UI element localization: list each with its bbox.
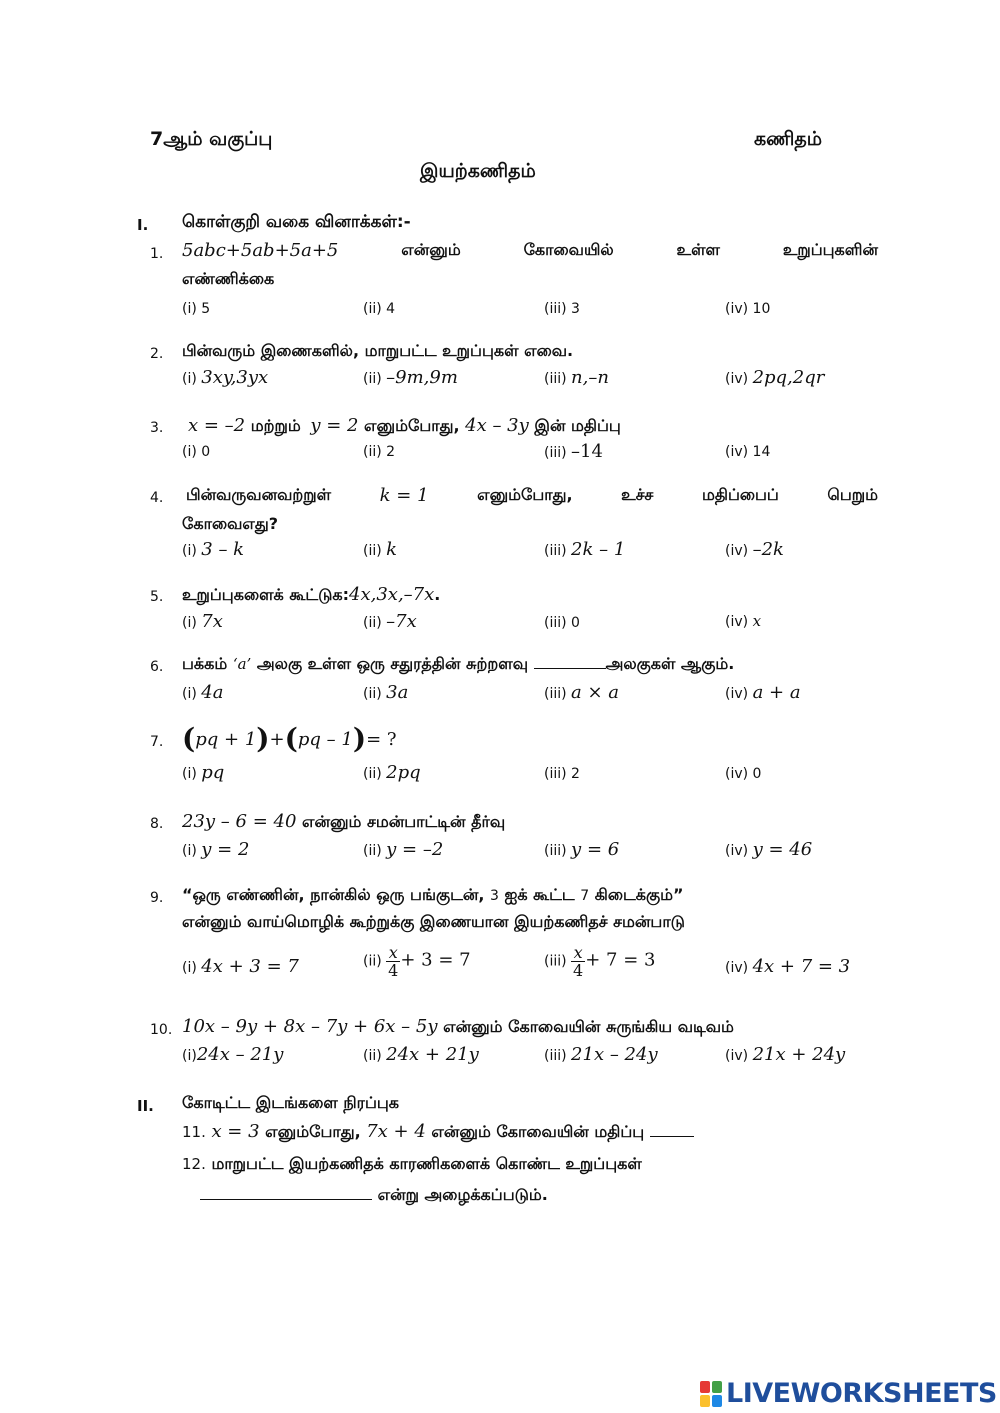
- option-label: (iii): [544, 843, 567, 859]
- option-label: (i): [182, 1048, 197, 1064]
- question-number: 10.: [150, 1022, 173, 1038]
- option-label: (i): [182, 843, 197, 859]
- question-number: 1.: [150, 246, 164, 262]
- question-expression: 4x,3x,–7x: [349, 584, 435, 605]
- option-expression: 4x + 3 = 7: [201, 956, 299, 977]
- question-word: .: [434, 585, 441, 604]
- option-text: (ii) 2: [363, 444, 396, 460]
- option-text: (i) 0: [182, 444, 211, 460]
- option-label: (iv): [725, 1048, 749, 1064]
- question-text: [182, 584, 440, 606]
- question-expression: = ?: [366, 729, 397, 750]
- question-word: கோவையில்: [523, 240, 614, 259]
- option-label: (iv): [725, 614, 749, 630]
- question-number: 11.: [182, 1123, 206, 1141]
- option-label: (i): [182, 960, 197, 976]
- option-text: (ii) 4: [363, 301, 396, 317]
- option-expression: 24x – 21y: [196, 1044, 284, 1065]
- option-label: (iv): [725, 843, 749, 859]
- question-number: 5.: [150, 589, 164, 605]
- question-expression: 5abc+5ab+5a+5: [182, 240, 339, 261]
- question-word: என்னும் கோவையின் சுருங்கிய வடிவம்: [443, 1017, 734, 1036]
- option-text: (iv) 14: [725, 444, 771, 460]
- question-text: [182, 1121, 694, 1143]
- option-expression: y = 6: [571, 839, 620, 860]
- option-expression: 21x – 24y: [571, 1044, 658, 1065]
- option-expression: n,–n: [571, 367, 609, 388]
- logo-text: LIVEWORKSHEETS: [726, 1378, 997, 1409]
- option-text: [544, 539, 625, 560]
- option-text: [363, 682, 408, 703]
- page-title: இயற்கணிதம்: [420, 160, 536, 182]
- option-text: [363, 762, 421, 783]
- option-text: [182, 839, 249, 860]
- option-expression: + 3 = 7: [400, 949, 471, 971]
- question-expression: 10x – 9y + 8x – 7y + 6x – 5y: [182, 1016, 438, 1037]
- question-word: எனும்போது,: [265, 1122, 361, 1141]
- option-text: [363, 1044, 479, 1065]
- paren-right: ): [256, 722, 270, 755]
- option-label: (ii): [363, 615, 382, 631]
- question-word: கிடைக்கும்”: [594, 885, 684, 904]
- answer-blank[interactable]: [534, 668, 606, 669]
- option-text: [544, 367, 609, 388]
- option-expression: a × a: [571, 682, 620, 703]
- option-text: [182, 611, 223, 632]
- question-expression: x = –2: [188, 415, 246, 436]
- question-expression: 4x – 3y: [465, 415, 529, 436]
- option-text: [725, 682, 801, 703]
- subject-label: கணிதம்: [754, 128, 823, 150]
- option-label: (iii): [544, 543, 567, 559]
- option-expression: 21x + 24y: [752, 1044, 846, 1065]
- question-text: [186, 485, 878, 506]
- question-word: பின்வருவனவற்றுள்: [186, 485, 332, 504]
- option-label: (i): [182, 615, 197, 631]
- question-expression: x = 3: [211, 1121, 260, 1142]
- liveworksheets-logo: [700, 1378, 997, 1409]
- option-expression: 24x + 21y: [386, 1044, 479, 1065]
- option-label: (iv): [725, 543, 749, 559]
- option-text: (iii) 3: [544, 301, 580, 317]
- option-label: (ii): [363, 843, 382, 859]
- fraction: [386, 944, 400, 979]
- question-word: உறுப்புகளின்: [782, 240, 878, 259]
- answer-blank[interactable]: [650, 1136, 694, 1137]
- question-word: உச்ச: [621, 485, 654, 504]
- section-number: I.: [137, 216, 149, 234]
- option-text: (iii) 2: [544, 766, 580, 782]
- question-word: உள்ள: [676, 240, 720, 259]
- option-text: (iv) 10: [725, 301, 771, 317]
- option-label: (ii): [363, 686, 382, 702]
- option-text: [182, 682, 223, 703]
- question-expression: pq – 1: [297, 729, 353, 750]
- option-expression: –9m,9m: [386, 367, 458, 388]
- paren-left: (: [182, 722, 196, 755]
- option-expression: y = –2: [386, 839, 444, 860]
- question-word: மதிப்பைப்: [701, 485, 779, 504]
- paren-left: (: [284, 722, 298, 755]
- option-text: [725, 367, 824, 388]
- question-expression: 7x + 4: [366, 1121, 426, 1142]
- question-word: உறுப்புகளைக் கூட்டுக:: [182, 585, 350, 604]
- option-text: [363, 611, 417, 632]
- question-word: என்னும் சமன்பாட்டின் தீர்வு: [301, 812, 506, 831]
- question-number: 4.: [150, 490, 164, 506]
- question-word: என்னும்: [401, 240, 461, 259]
- fraction: [571, 944, 585, 979]
- section-title: கோடிட்ட இடங்களை நிரப்புக: [182, 1093, 399, 1112]
- option-text: [544, 839, 619, 860]
- option-expression: y = 2: [201, 839, 250, 860]
- question-word: பக்கம்: [182, 654, 228, 673]
- class-label: 7ஆம் வகுப்பு: [150, 128, 273, 150]
- option-text: [725, 1044, 845, 1065]
- question-text-line2: எண்ணிக்கை: [182, 269, 275, 288]
- option-text: [725, 612, 761, 630]
- option-label: (ii): [363, 1048, 382, 1064]
- question-number: 7.: [150, 734, 164, 750]
- question-number: 9.: [150, 890, 164, 906]
- option-text: [363, 839, 443, 860]
- option-expression: y = 46: [752, 839, 813, 860]
- question-expression: 23y – 6 = 40: [182, 811, 297, 832]
- option-label: (i): [182, 543, 197, 559]
- question-number: 2.: [150, 346, 164, 362]
- option-text: [182, 539, 244, 560]
- logo-mark-icon: [700, 1381, 722, 1407]
- option-label: (ii): [363, 953, 382, 970]
- option-text: [363, 367, 458, 388]
- question-text: [182, 654, 734, 675]
- option-expression: 2pq: [386, 762, 421, 783]
- question-word: என்று அழைக்கப்படும்.: [377, 1185, 548, 1204]
- option-expression: 3xy,3yx: [201, 367, 269, 388]
- option-expression: 3 – k: [201, 539, 245, 560]
- fraction-numerator: x: [386, 944, 400, 962]
- option-expression: 3a: [386, 682, 409, 703]
- option-text: [182, 1044, 283, 1065]
- question-text: [182, 1016, 734, 1038]
- question-text: [182, 885, 683, 906]
- option-expression: 4a: [201, 682, 224, 703]
- option-label: (iii): [544, 953, 567, 970]
- question-number: 8.: [150, 816, 164, 832]
- option-expression: –7x: [386, 611, 417, 632]
- option-expression: pq: [201, 762, 225, 783]
- question-word: “ஒரு எண்ணின், நான்கில் ஒரு பங்குடன்,: [182, 885, 485, 904]
- question-number: 6.: [150, 659, 164, 675]
- option-text: [182, 367, 268, 388]
- option-text: [544, 441, 603, 462]
- fraction-denominator: 4: [388, 961, 399, 980]
- question-text-line2: என்னும் வாய்மொழிக் கூற்றுக்கு இணையான இயற்கணிதச் சமன்பாடு: [182, 912, 685, 931]
- option-expression: 2k – 1: [571, 539, 626, 560]
- option-text: [544, 682, 619, 703]
- question-word: பெறும்: [827, 485, 878, 504]
- section-title: கொள்குறி வகை வினாக்கள்:-: [182, 212, 411, 232]
- question-number: 12.: [182, 1155, 206, 1173]
- option-expression: –2k: [752, 539, 784, 560]
- option-text: [725, 839, 812, 860]
- option-text: (iii) 0: [544, 615, 580, 631]
- question-text: [188, 415, 621, 437]
- option-label: (iii): [544, 686, 567, 702]
- question-word: எனும்போது,: [477, 485, 573, 504]
- paren-right: ): [352, 722, 367, 755]
- option-label: (ii): [363, 766, 382, 782]
- option-label: (iii): [544, 445, 567, 461]
- option-text: [544, 1044, 658, 1065]
- question-text: [182, 722, 397, 755]
- option-text: [544, 944, 655, 979]
- question-text-line2: கோவைஎது?: [182, 514, 279, 533]
- option-text: [725, 956, 850, 977]
- fraction-numerator: x: [571, 944, 585, 962]
- question-expression: y = 2: [310, 415, 359, 436]
- option-label: (iii): [544, 371, 567, 387]
- option-label: (ii): [363, 543, 382, 559]
- option-label: (iv): [725, 371, 749, 387]
- option-label: (iii): [544, 1048, 567, 1064]
- question-expression: pq + 1: [195, 729, 257, 750]
- option-text: [363, 539, 397, 560]
- option-expression: 7x: [201, 611, 223, 632]
- option-text: [363, 944, 471, 979]
- question-word: அலகுகள் ஆகும்.: [605, 654, 735, 673]
- option-text: [182, 762, 224, 783]
- option-text: [182, 956, 299, 977]
- section-number: II.: [137, 1097, 154, 1115]
- option-expression: 4x + 7 = 3: [752, 956, 851, 977]
- answer-blank[interactable]: [200, 1199, 372, 1200]
- option-text: (i) 5: [182, 301, 211, 317]
- option-label: (ii): [363, 371, 382, 387]
- option-text: (iv) 0: [725, 766, 762, 782]
- plus-sign: +: [269, 729, 285, 750]
- option-expression: x: [752, 612, 762, 630]
- question-text-line2: [200, 1185, 548, 1206]
- option-label: (i): [182, 371, 197, 387]
- fraction-denominator: 4: [573, 961, 584, 980]
- question-number: 3.: [150, 420, 164, 436]
- question-word: அலகு உள்ள ஒரு சதுரத்தின் சுற்றளவு: [256, 654, 528, 673]
- option-expression: a + a: [752, 682, 801, 703]
- question-text: [182, 811, 505, 833]
- question-word: என்னும் கோவையின் மதிப்பு: [431, 1122, 645, 1141]
- option-expression: 2pq,2qr: [752, 367, 825, 388]
- question-word: ஐக் கூட்ட: [504, 885, 575, 904]
- question-text: பின்வரும் இணைகளில், மாறுபட்ட உறுப்புகள் எவை.: [182, 341, 574, 360]
- option-text: [725, 539, 784, 560]
- question-text: [182, 1154, 642, 1175]
- option-label: (iv): [725, 960, 749, 976]
- question-word: மாறுபட்ட இயற்கணிதக் காரணிகளைக் கொண்ட உறுப்புகள்: [211, 1154, 642, 1173]
- question-number-value: 3: [489, 888, 499, 904]
- option-expression: –14: [571, 441, 603, 462]
- question-word: எனும்போது,: [364, 416, 460, 435]
- option-expression: + 7 = 3: [585, 949, 656, 971]
- question-word: இன் மதிப்பு: [534, 416, 621, 435]
- option-label: (i): [182, 686, 197, 702]
- question-number-value: 7: [580, 888, 590, 904]
- option-label: (i): [182, 766, 197, 782]
- question-expression: ‘a’: [232, 655, 252, 673]
- question-text: [182, 240, 878, 261]
- question-word: மற்றும்: [250, 416, 301, 435]
- option-expression: k: [386, 539, 398, 560]
- option-label: (iv): [725, 686, 749, 702]
- question-expression: k = 1: [379, 485, 429, 506]
